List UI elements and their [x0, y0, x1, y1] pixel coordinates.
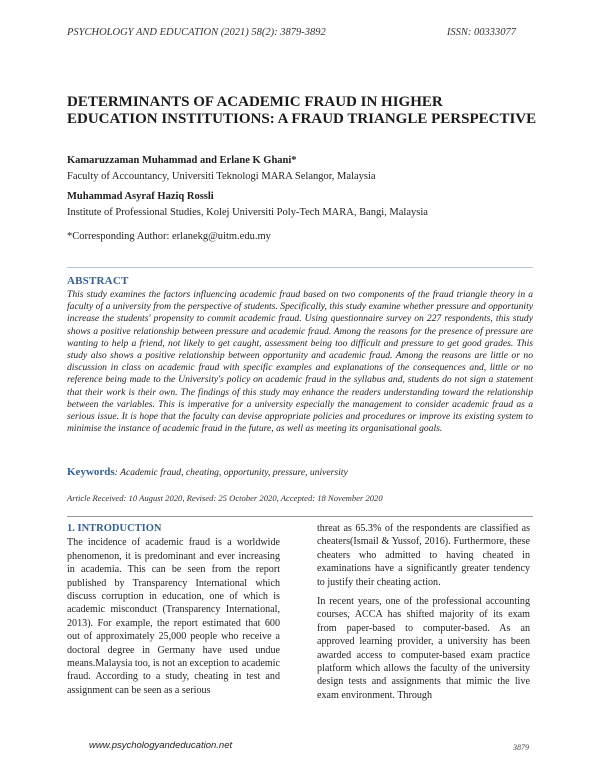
footer-url: www.psychologyandeducation.net — [89, 740, 233, 751]
author-affiliation-2: Institute of Professional Studies, Kolej Universiti Poly-Tech MARA, Bangi, Malaysia — [67, 207, 428, 218]
issn-header: ISSN: 00333077 — [446, 27, 516, 38]
abstract-heading: ABSTRACT — [67, 275, 129, 287]
paper-title: DETERMINANTS OF ACADEMIC FRAUD IN HIGHER EDUCATION INSTITUTIONS: A FRAUD TRIANGLE PERSPECTIVE — [67, 94, 537, 127]
abstract-text: This study examines the factors influencing academic fraud based on two components of the fraud triangle theory in a faculty of a university from the perspective of students. Specifically, this study examine whether pressure and opportunity increase the students' propensity to commit academic fraud. Using questionnaire survey on 227 respondents, this study shows a positive relationship between pressure and academic fraud. Among the reasons for the presence of pressure are wanting to help a friend, not likely to get caught, assessment being too difficult and pressure to get good grades. This study also shows a positive relationship between opportunity and academic fraud. Among the reasons are little or no discussion in class on academic fraud with specific examples and explanations of the consequences and, little or no reference being made to the University's policy on academic fraud in the syllabus and, students do not sign a statement that their work is their own. The findings of this study may enhance the readers understanding toward the relationship between the variables. This is imperative for a university especially the management to consider academic fraud as a serious issue. It is hope that the faculty can devise appropriate policies and procedures or improve its existing system to minimise the instance of academic fraud in the future, as well as meeting its organisational goals. — [67, 289, 533, 435]
author-names-2: Muhammad Asyraf Haziq Rossli — [67, 191, 214, 202]
author-block — [67, 153, 537, 245]
abstract-divider — [67, 267, 533, 268]
page-number: 3879 — [513, 743, 529, 752]
article-dates: Article Received: 10 August 2020, Revised: 25 October 2020, Accepted: 18 November 2020 — [67, 493, 383, 503]
intro-paragraph-1: The incidence of academic fraud is a worldwide phenomenon, it is predominant and ever increasing in academia. This can be seen from the report published by Transparency International which discuss corruption in education, one of which is academic misconduct (Transparency International, 2013). For example, the report estimated that 600 out of approximately 25,000 people who receive a doctoral degree in Germany have used undue means.Malaysia too, is not an exception to academic fraud. According to a study, cheating in test and assignment can be seen as a serious — [67, 537, 280, 696]
author-names-1: Kamaruzzaman Muhammad and Erlane K Ghani* — [67, 155, 297, 166]
intro-paragraph-2: threat as 65.3% of the respondents are classified as cheaters(Ismail & Yussof, 2016). Furthermore, these cheaters who admitted to having cheated in examinations have a significantly greater tendency to justify their cheating action. — [317, 523, 530, 588]
journal-header: PSYCHOLOGY AND EDUCATION (2021) 58(2): 3879-3892 — [67, 27, 326, 38]
body-column-right — [317, 522, 530, 708]
keywords-label: Keywords — [67, 466, 115, 478]
section-divider — [67, 516, 533, 517]
intro-heading: 1. INTRODUCTION — [67, 523, 162, 534]
keywords-text: : Academic fraud, cheating, opportunity, pressure, university — [114, 467, 348, 478]
keywords — [67, 466, 533, 478]
author-affiliation-1: Faculty of Accountancy, Universiti Teknologi MARA Selangor, Malaysia — [67, 171, 376, 182]
corresponding-author: *Corresponding Author: erlanekg@uitm.edu.my — [67, 231, 271, 242]
body-column-left — [67, 522, 280, 703]
intro-paragraph-3: In recent years, one of the professional accounting courses, ACCA has shifted majority of its exam from paper-based to computer-based. As an approved learning provider, a university has been awarded access to computer-based exam practice platform which allows the faculty of the university design tests and assignments that mimic the live exam environment. Through — [317, 596, 530, 701]
